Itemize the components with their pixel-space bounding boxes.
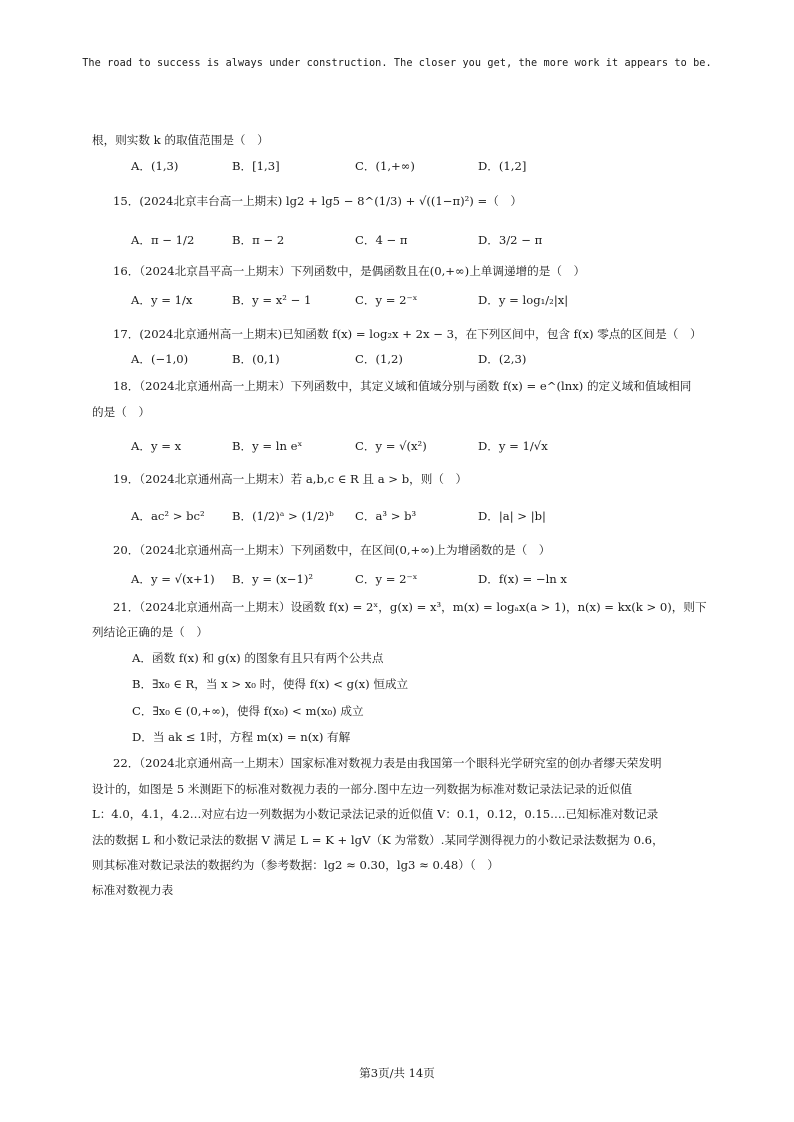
- q20-option-d: D．f(x) = −ln x: [478, 572, 567, 586]
- q15-option-d: D．3/2 − π: [478, 233, 543, 247]
- page-footer-page-number: 第3页/共 14页: [359, 1066, 435, 1080]
- q22-line2: 设计的，如图是 5 米测距下的标准对数视力表的一部分.图中左边一列数据为标准对数记录法记录的近似值: [92, 782, 633, 796]
- q16-option-a: A．y = 1/x: [131, 293, 193, 307]
- q22-line3: L：4.0，4.1，4.2…对应右边一列数据为小数记录法记录的近似值 V：0.1，0.12，0.15….已知标准对数记录: [92, 807, 659, 821]
- q20-option-a: A．y = √(x+1): [131, 572, 215, 586]
- q17-option-d: D．(2,3): [478, 352, 527, 366]
- q16-option-c: C．y = 2⁻ˣ: [355, 293, 418, 307]
- q22-figure-caption: 标准对数视力表: [92, 883, 174, 897]
- page-header-quote: The road to success is always under construction. The closer you get, the more work it appears to be.: [82, 58, 712, 69]
- q21-option-a: A．函数 f(x) 和 g(x) 的图象有且只有两个公共点: [132, 651, 384, 665]
- q19-option-a: A．ac² > bc²: [131, 509, 205, 523]
- q15-stem: 15．(2024北京丰台高一上期末) lg2 + lg5 − 8^(1/3) + √((1−π)²) =（ ）: [113, 194, 523, 208]
- q15-option-c: C．4 − π: [355, 233, 408, 247]
- q18-stem-line1: 18．（2024北京通州高一上期末）下列函数中，其定义域和值域分别与函数 f(x) = e^(lnx) 的定义域和值域相同: [113, 379, 692, 393]
- q15-option-a: A．π − 1/2: [131, 233, 195, 247]
- q19-option-d: D．|a| > |b|: [478, 509, 546, 523]
- q21-stem-line2: 列结论正确的是（ ）: [92, 625, 208, 639]
- q18-option-d: D．y = 1/√x: [478, 439, 548, 453]
- q18-stem-line2: 的是（ ）: [92, 405, 150, 419]
- q20-option-b: B．y = (x−1)²: [232, 572, 314, 586]
- q14-option-b: B．[1,3]: [232, 159, 280, 173]
- q20-option-c: C．y = 2⁻ˣ: [355, 572, 418, 586]
- q18-option-a: A．y = x: [131, 439, 182, 453]
- q20-stem: 20．（2024北京通州高一上期末）下列函数中，在区间(0,+∞)上为增函数的是（ ）: [113, 543, 551, 557]
- q22-line5: 则其标准对数记录法的数据约为（参考数据：lg2 ≈ 0.30，lg3 ≈ 0.48）（ ）: [92, 858, 499, 872]
- q17-option-b: B．(0,1): [232, 352, 280, 366]
- q14-option-a: A．(1,3): [131, 159, 179, 173]
- q14-stem-tail: 根，则实数 k 的取值范围是（ ）: [92, 133, 269, 147]
- q18-option-c: C．y = √(x²): [355, 439, 427, 453]
- q16-option-b: B．y = x² − 1: [232, 293, 312, 307]
- q16-option-d: D．y = log₁/₂|x|: [478, 293, 569, 307]
- q21-option-d: D．当 ak ≤ 1时，方程 m(x) = n(x) 有解: [132, 730, 351, 744]
- q22-line1: 22．（2024北京通州高一上期末）国家标准对数视力表是由我国第一个眼科光学研究室的创办者缪天荣发明: [113, 756, 662, 770]
- q19-option-b: B．(1/2)ᵃ > (1/2)ᵇ: [232, 509, 334, 523]
- q21-option-c: C．∃x₀ ∈ (0,+∞)，使得 f(x₀) < m(x₀) 成立: [132, 704, 364, 718]
- q14-option-d: D．(1,2]: [478, 159, 527, 173]
- q21-stem-line1: 21．（2024北京通州高一上期末）设函数 f(x) = 2ˣ，g(x) = x³，m(x) = logₐx(a > 1)，n(x) = kx(k > 0)，则下: [113, 600, 707, 614]
- q17-stem: 17．(2024北京通州高一上期末)已知函数 f(x) = log₂x + 2x − 3，在下列区间中，包含 f(x) 零点的区间是（ ）: [113, 327, 702, 341]
- q16-stem: 16．（2024北京昌平高一上期末）下列函数中，是偶函数且在(0,+∞)上单调递增的是（ ）: [113, 264, 586, 278]
- q19-stem: 19．（2024北京通州高一上期末）若 a,b,c ∈ R 且 a > b，则（ ）: [113, 472, 468, 486]
- q18-option-b: B．y = ln eˣ: [232, 439, 303, 453]
- q17-option-a: A．(−1,0): [131, 352, 189, 366]
- q14-option-c: C．(1,+∞): [355, 159, 415, 173]
- q19-option-c: C．a³ > b³: [355, 509, 417, 523]
- q15-option-b: B．π − 2: [232, 233, 285, 247]
- q21-option-b: B．∃x₀ ∈ R，当 x > x₀ 时，使得 f(x) < g(x) 恒成立: [132, 677, 409, 691]
- q22-line4: 法的数据 L 和小数记录法的数据 V 满足 L = K + lgV（K 为常数）.某同学测得视力的小数记录法数据为 0.6，: [92, 833, 664, 847]
- q17-option-c: C．(1,2): [355, 352, 403, 366]
